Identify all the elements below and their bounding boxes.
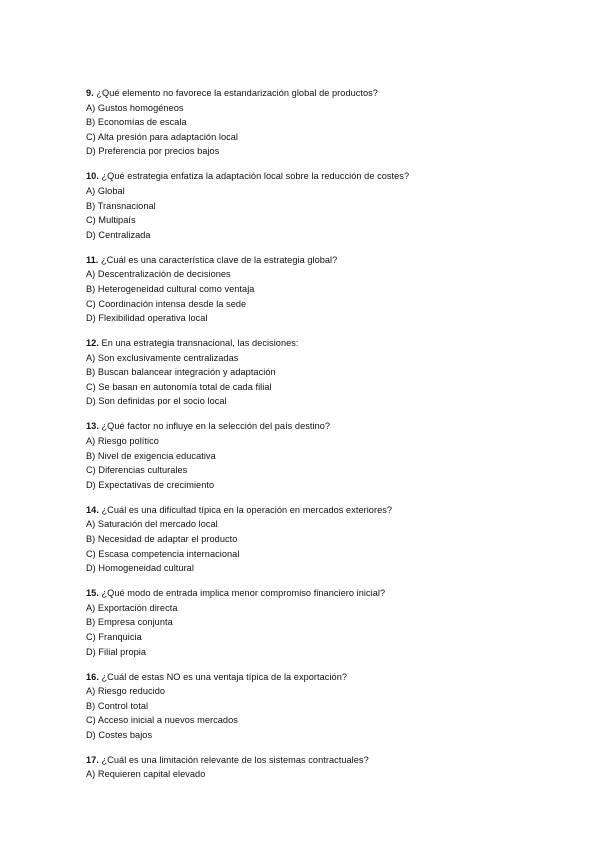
answer-option: D) Homogeneidad cultural <box>86 563 194 574</box>
question-number: 10. <box>86 171 99 182</box>
answer-option: D) Costes bajos <box>86 729 153 740</box>
question-block <box>86 253 566 326</box>
question-text: ¿Qué estrategia enfatiza la adaptación local sobre la reducción de costes? <box>98 171 410 182</box>
answer-option: A) Gustos homogéneos <box>86 102 184 113</box>
question-text: ¿Qué modo de entrada implica menor compromiso financiero inicial? <box>98 588 386 599</box>
question-text: ¿Cuál es una dificultad típica en la operación en mercados exteriores? <box>98 504 393 515</box>
question-block <box>86 169 566 242</box>
answer-option: A) Exportación directa <box>86 602 178 613</box>
question-number: 12. <box>86 338 99 349</box>
answer-option: C) Acceso inicial a nuevos mercados <box>86 715 238 726</box>
answer-option: A) Global <box>86 185 125 196</box>
answer-option: D) Expectativas de crecimiento <box>86 479 215 490</box>
question-stem <box>86 169 566 184</box>
question-block <box>86 753 566 782</box>
question-text: ¿Qué factor no influye en la selección del país destino? <box>98 421 331 432</box>
answer-option: D) Preferencia por precios bajos <box>86 146 220 157</box>
question-number: 9. <box>86 88 94 98</box>
answer-option: C) Coordinación intensa desde la sede <box>86 298 247 309</box>
question-number: 11. <box>86 254 99 265</box>
question-stem <box>86 503 566 518</box>
question-stem <box>86 586 566 601</box>
question-text: En una estrategia transnacional, las decisiones: <box>98 338 299 349</box>
question-number: 13. <box>86 421 99 432</box>
question-block <box>86 503 566 576</box>
question-block <box>86 586 566 659</box>
answer-option: B) Necesidad de adaptar el producto <box>86 533 238 544</box>
question-block <box>86 86 566 159</box>
question-stem <box>86 419 566 434</box>
question-text: ¿Qué elemento no favorece la estandarización global de productos? <box>93 88 378 98</box>
document-page <box>86 86 566 792</box>
answer-option: A) Saturación del mercado local <box>86 519 218 530</box>
answer-option: D) Filial propia <box>86 646 147 657</box>
question-number: 16. <box>86 671 99 682</box>
question-stem <box>86 670 566 685</box>
answer-option: C) Alta presión para adaptación local <box>86 131 239 142</box>
answer-option: C) Franquicia <box>86 631 142 642</box>
answer-option: D) Son definidas por el socio local <box>86 396 227 407</box>
question-stem <box>86 336 566 351</box>
question-block <box>86 336 566 409</box>
answer-option: C) Multipaís <box>86 215 136 226</box>
answer-option: B) Transnacional <box>86 200 156 211</box>
answer-option: B) Control total <box>86 700 149 711</box>
answer-option: C) Escasa competencia internacional <box>86 548 240 559</box>
answer-option: B) Nivel de exigencia educativa <box>86 450 216 461</box>
question-text: ¿Cuál es una limitación relevante de los sistemas contractuales? <box>98 754 369 765</box>
question-stem <box>86 253 566 268</box>
question-stem <box>86 86 566 101</box>
answer-option: B) Buscan balancear integración y adaptación <box>86 367 276 378</box>
question-block <box>86 670 566 743</box>
question-text: ¿Cuál es una característica clave de la estrategia global? <box>98 254 338 265</box>
question-stem <box>86 753 566 768</box>
question-number: 17. <box>86 754 99 765</box>
answer-option: A) Son exclusivamente centralizadas <box>86 352 239 363</box>
answer-option: A) Riesgo político <box>86 436 159 447</box>
answer-option: C) Diferencias culturales <box>86 465 188 476</box>
answer-option: A) Riesgo reducido <box>86 686 166 697</box>
question-text: ¿Cuál de estas NO es una ventaja típica de la exportación? <box>98 671 348 682</box>
answer-option: B) Economías de escala <box>86 117 187 128</box>
answer-option: B) Heterogeneidad cultural como ventaja <box>86 283 255 294</box>
answer-option: B) Empresa conjunta <box>86 617 173 628</box>
question-block <box>86 419 566 492</box>
answer-option: D) Flexibilidad operativa local <box>86 313 208 324</box>
answer-option: C) Se basan en autonomía total de cada filial <box>86 381 272 392</box>
answer-option: D) Centralizada <box>86 229 151 240</box>
answer-option: A) Requieren capital elevado <box>86 769 206 780</box>
question-number: 14. <box>86 504 99 515</box>
question-number: 15. <box>86 588 99 599</box>
answer-option: A) Descentralización de decisiones <box>86 269 231 280</box>
